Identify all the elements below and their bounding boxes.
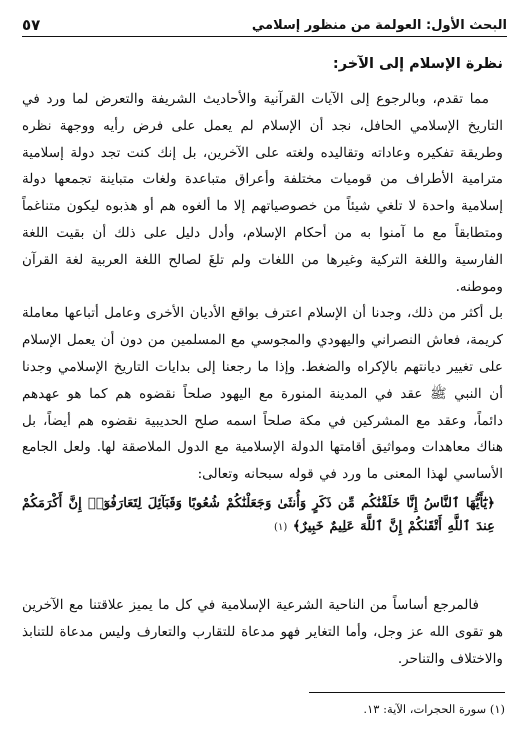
- footnote-divider: [309, 692, 505, 693]
- paragraph-intro: مما تقدم، وبالرجوع إلى الآيات القرآنية والأحاديث الشريفة والتعرض لما ورد في التاريخ الإسلامي الحافل، نجد أن الإسلام لم يعمل على فرض رأيه ووجهة نظره وطريقة تفكيره وعاداته وتقاليده ولغته على الآخرين، بل إنك كنت تجد دولة إسلامية مترامية الأطراف من قوميات مختلفة وأعراق متباعدة ولغات متباينة تجمعها دولة إسلامية واحدة لا تلغي شيئاً من خصوصياتهم إلا ما ألغوه هم أو هذبوه ليكون متناغماً ومتطابقاً مع ما آمنوا به من أحكام الإسلام، وأدل دليل على ذلك أن بقيت اللغة الفارسية واللغة التركية وغيرها من اللغات ولم تلغَ لصالح اللغة العربية لغة القرآن وموطنه.: [22, 91, 503, 295]
- body-text: [22, 86, 503, 545]
- verse-text: ﴿يَٰٓأَيُّهَا ٱلنَّاسُ إِنَّا خَلَقْنَٰكُم مِّن ذَكَرٍ وَأُنثَىٰ وَجَعَلْنَٰكُمْ شُعُوبًا وَقَبَآئِلَ لِتَعَارَفُوٓا۟ إِنَّ أَكْرَمَكُمْ عِندَ ٱللَّهِ أَتْقَىٰكُمْ إِنَّ ٱللَّهَ عَلِيمٌ خَبِيرٌ﴾: [22, 495, 495, 534]
- section-heading: نظرة الإسلام إلى الآخر:: [332, 56, 503, 72]
- footnote: (١) سورة الحجرات، الآية: ١٣.: [363, 702, 505, 716]
- running-title: البحث الأول: العولمة من منظور إسلامي: [251, 18, 507, 33]
- page-number: ٥٧: [22, 16, 41, 34]
- footnote-reference: (١): [274, 521, 288, 533]
- page-header: [22, 10, 507, 37]
- quran-verse: [22, 492, 503, 539]
- paragraph-other-religions: بل أكثر من ذلك، وجدنا أن الإسلام اعترف بواقع الأديان الأخرى وعامل أتباعها معاملة كريمة، فعاش النصراني واليهودي والمجوسي مع المسلمين من دون أن يعمل الإسلام على تغيير ديانتهم بالإكراه والضغط. وإذا ما رجعنا إلى بدايات التاريخ الإسلامي وجدنا أن النبي ﷺ عقد في المدينة المنورة مع اليهود صلحاً نقضوه هم كما هو عهدهم دائماً، وعقد مع المشركين في مكة صلحاً اسمه صلح الحديبية نقضوه هم أيضاً، بل هناك معاهدات ومواثيق أقامتها الدولة الإسلامية مع الدول الملاصقة لها. ولعل الجامع الأساسي لهذا المعنى ما ورد في قوله سبحانه وتعالى:: [22, 305, 503, 483]
- paragraph-conclusion: فالمرجع أساساً من الناحية الشرعية الإسلامية في كل ما يميز علاقتنا مع الآخرين هو تقوى الله عز وجل، وأما التغاير فهو مدعاة للتقارب والتعارف وليس مدعاة للتنابذ والاختلاف والتناحر.: [22, 597, 503, 667]
- closing-text: [22, 592, 503, 672]
